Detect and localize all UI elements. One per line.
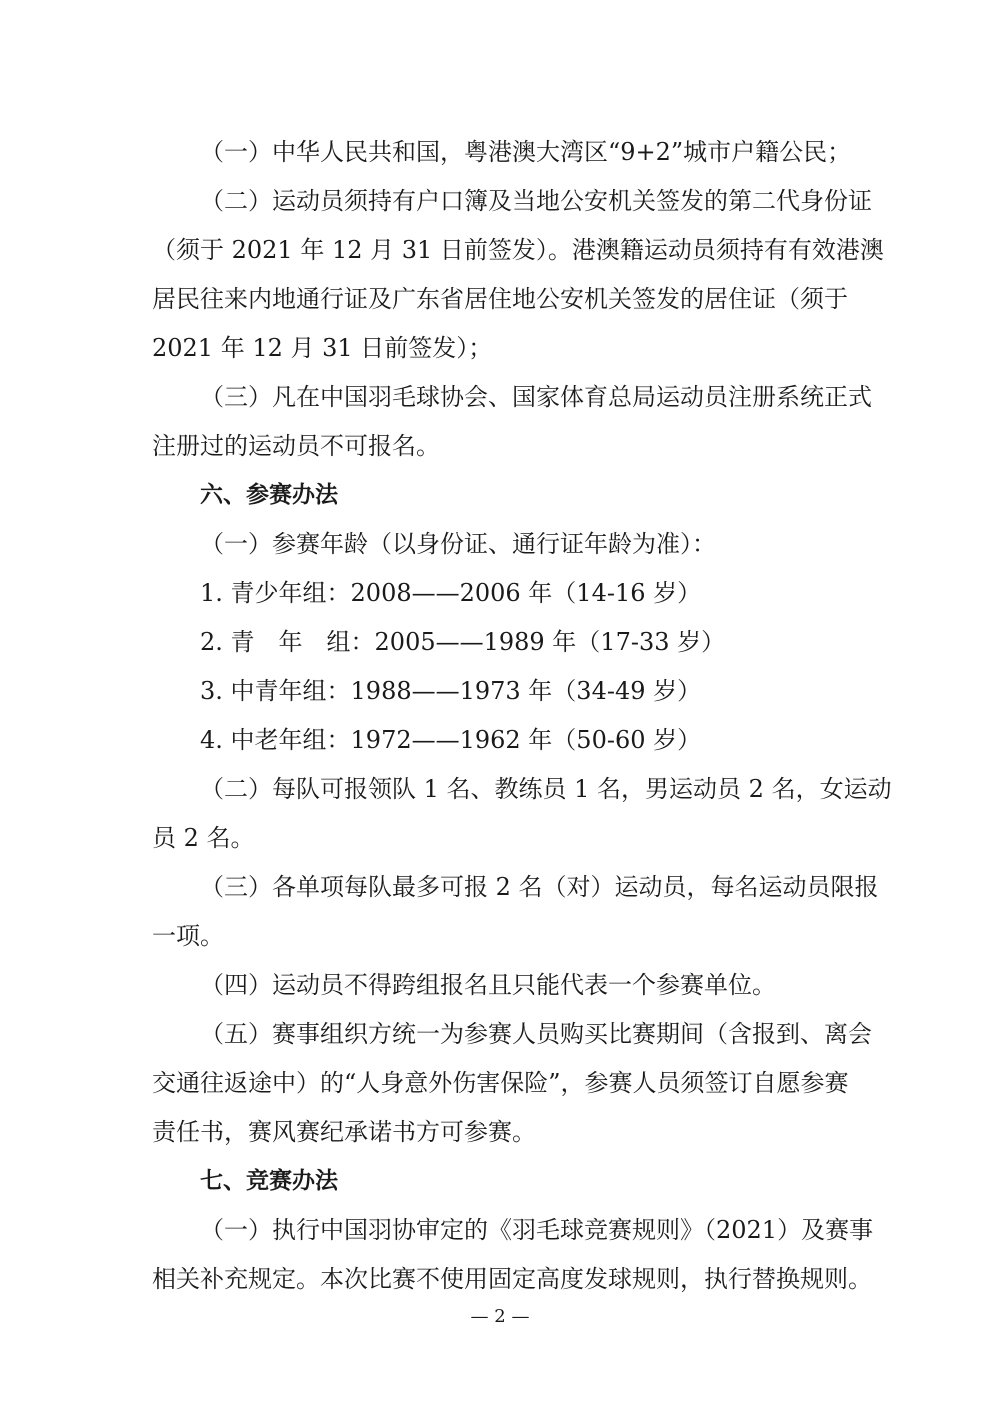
participation-item-2-line-2: 员 2 名。 <box>152 824 255 852</box>
participation-item-4: （四）运动员不得跨组报名且只能代表一个参赛单位。 <box>200 971 776 999</box>
eligibility-item-3-line-1: （三）凡在中国羽毛球协会、国家体育总局运动员注册系统正式 <box>200 383 872 411</box>
participation-item-3-line-1: （三）各单项每队最多可报 2 名（对）运动员，每名运动员限报 <box>200 873 879 901</box>
eligibility-item-2-line-3: 居民往来内地通行证及广东省居住地公安机关签发的居住证（须于 <box>152 285 848 313</box>
eligibility-item-2-line-1: （二）运动员须持有户口簿及当地公安机关签发的第二代身份证 <box>200 187 872 215</box>
eligibility-item-2-line-2: （须于 2021 年 12 月 31 日前签发）。港澳籍运动员须持有有效港澳 <box>152 236 884 264</box>
eligibility-item-1: （一）中华人民共和国，粤港澳大湾区“9+2”城市户籍公民； <box>200 138 852 166</box>
section-6-heading: 六、参赛办法 <box>200 482 338 508</box>
participation-item-3-line-2: 一项。 <box>152 922 224 950</box>
competition-item-1-line-2: 相关补充规定。本次比赛不使用固定高度发球规则，执行替换规则。 <box>152 1265 872 1293</box>
eligibility-item-3-line-2: 注册过的运动员不可报名。 <box>152 432 440 460</box>
participation-item-5-line-1: （五）赛事组织方统一为参赛人员购买比赛期间（含报到、离会 <box>200 1020 872 1048</box>
age-group-4: 4. 中老年组：1972——1962 年（50-60 岁） <box>200 726 702 754</box>
participation-item-2-line-1: （二）每队可报领队 1 名、教练员 1 名，男运动员 2 名，女运动 <box>200 775 892 803</box>
eligibility-item-2-line-4: 2021 年 12 月 31 日前签发）； <box>152 334 493 362</box>
section-7-heading: 七、竞赛办法 <box>200 1168 338 1194</box>
competition-item-1-line-1: （一）执行中国羽协审定的《羽毛球竞赛规则》（2021）及赛事 <box>200 1216 874 1244</box>
age-group-3: 3. 中青年组：1988——1973 年（34-49 岁） <box>200 677 702 705</box>
participation-item-5-line-2: 交通往返途中）的“人身意外伤害保险”，参赛人员须签订自愿参赛 <box>152 1069 849 1097</box>
age-group-1: 1. 青少年组：2008——2006 年（14-16 岁） <box>200 579 702 607</box>
age-group-2: 2. 青 年 组：2005——1989 年（17-33 岁） <box>200 628 726 656</box>
page-number: — 2 — <box>470 1306 530 1327</box>
participation-item-1: （一）参赛年龄（以身份证、通行证年龄为准）： <box>200 530 716 558</box>
participation-item-5-line-3: 责任书，赛风赛纪承诺书方可参赛。 <box>152 1118 536 1146</box>
